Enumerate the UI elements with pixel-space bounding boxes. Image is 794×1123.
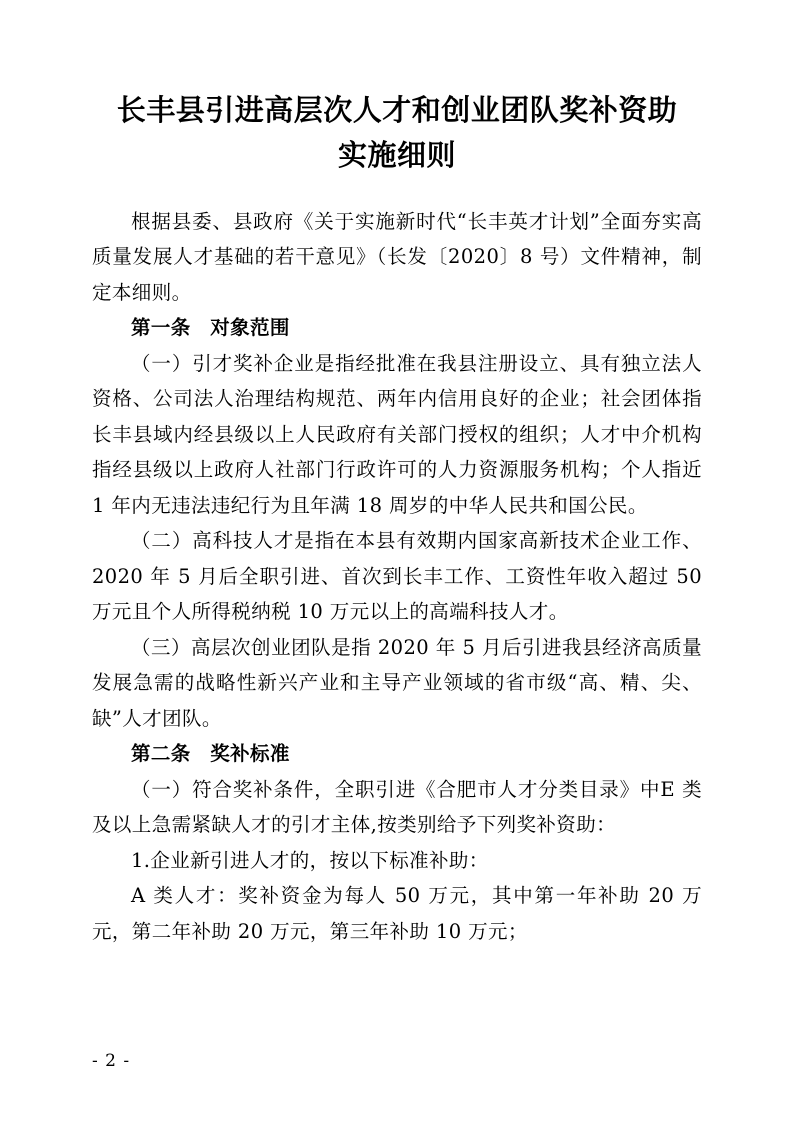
article-1-item-2: （二）高科技人才是指在本县有效期内国家高新技术企业工作、2020 年 5 月后全职引进、首次到长丰工作、工资性年收入超过 50 万元且个人所得税纳税 10 万元以上的高端科技人才。 [92, 529, 702, 624]
document-body [92, 204, 702, 949]
article-1-label: 第一条 [131, 316, 191, 340]
page-title-line-1: 长丰县引进高层次人才和创业团队奖补资助 [116, 93, 678, 127]
page-title-line-2: 实施细则 [337, 137, 456, 172]
article-2-item-1-sub-1: 1.企业新引进人才的，按以下标准补助： [131, 848, 489, 872]
article-1-heading [92, 310, 702, 345]
article-2-item-1-sub-1-a: A 类人才：奖补资金为每人 50 万元，其中第一年补助 20 万元，第二年补助 20 万元，第三年补助 10 万元； [92, 884, 702, 943]
paragraph-basis: 根据县委、县政府《关于实施新时代“长丰英才计划”全面夯实高质量发展人才基础的若干意见》（长发〔2020〕8 号）文件精神，制定本细则。 [92, 209, 702, 304]
article-2-label: 第二条 [131, 742, 191, 766]
page-title [92, 88, 702, 178]
article-2-heading [92, 736, 702, 771]
page-number: - 2 - [92, 1051, 131, 1071]
article-1-title: 对象范围 [210, 316, 290, 340]
article-1-item-3: （三）高层次创业团队是指 2020 年 5 月后引进我县经济高质量发展急需的战略性新兴产业和主导产业领域的省市级“高、精、尖、缺”人才团队。 [92, 635, 702, 730]
article-1-item-1: （一）引才奖补企业是指经批准在我县注册设立、具有独立法人资格、公司法人治理结构规范、两年内信用良好的企业；社会团体指长丰县域内经县级以上人民政府有关部门授权的组织；人才中介机构指经县级以上政府人社部门行政许可的人力资源服务机构；个人指近 1 年内无违法违纪行为且年满 18 周岁的中华人民共和国公民。 [92, 351, 702, 517]
article-2-item-1: （一）符合奖补条件，全职引进《合肥市人才分类目录》中E 类及以上急需紧缺人才的引才主体,按类别给予下列奖补资助： [92, 777, 702, 837]
article-2-title: 奖补标准 [210, 742, 290, 766]
